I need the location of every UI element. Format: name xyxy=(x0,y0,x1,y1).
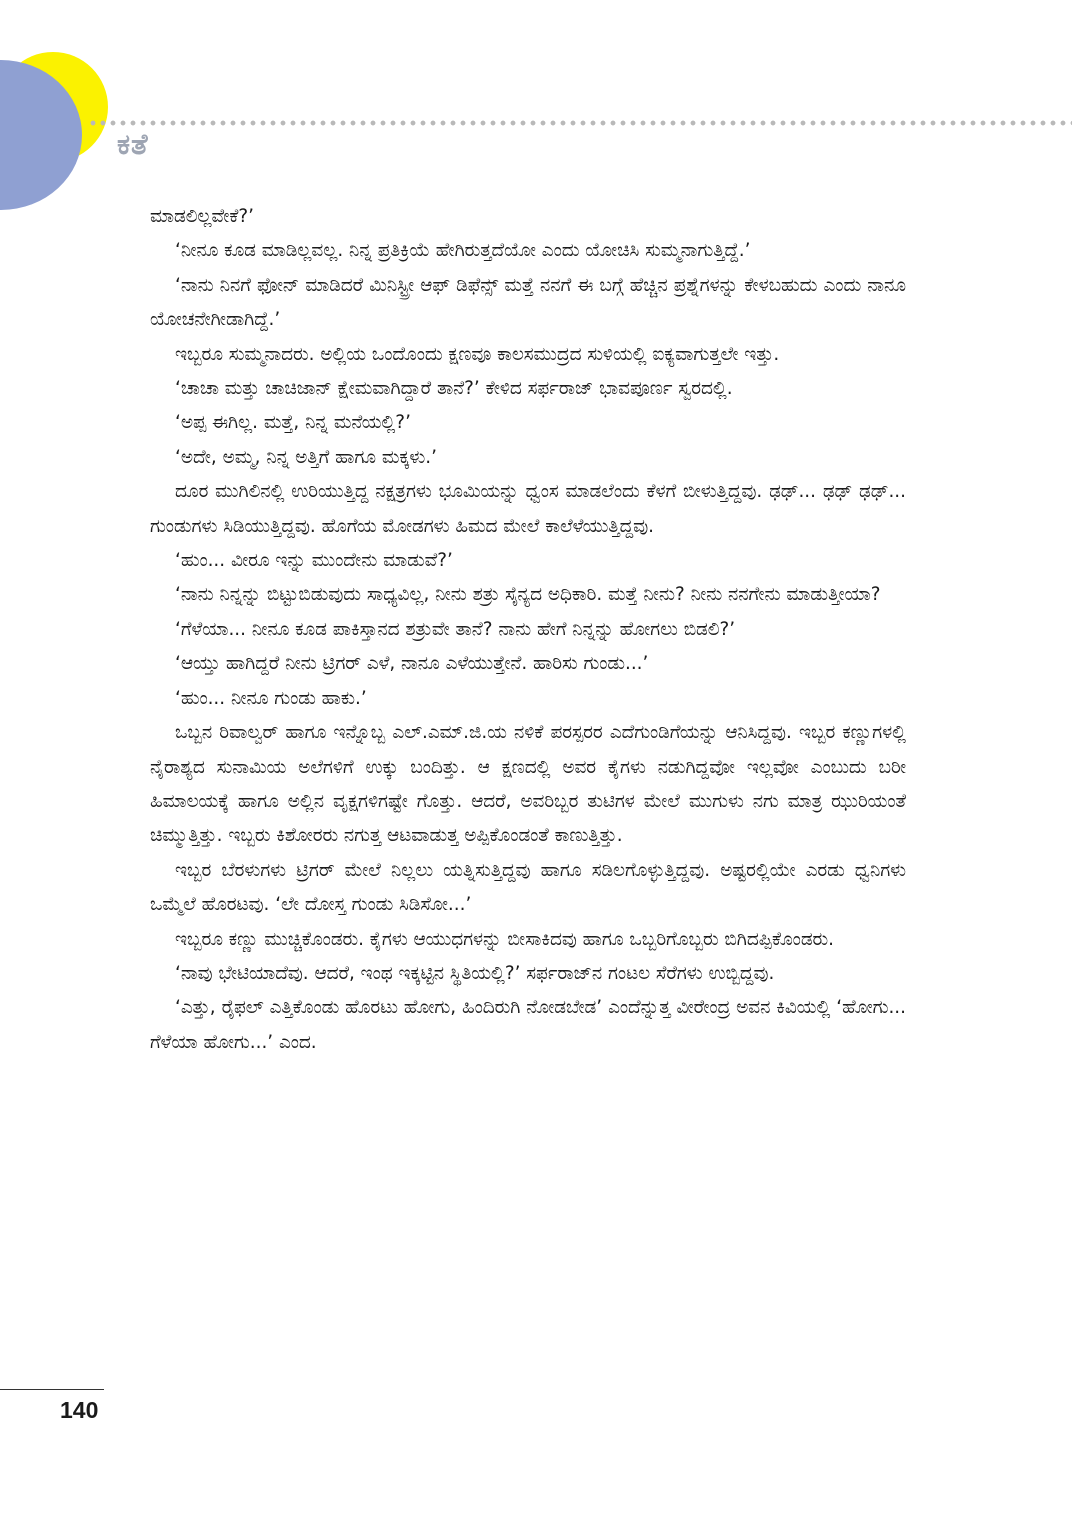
dotted-header-rule xyxy=(88,119,1072,127)
paragraph: ‘ಅದೇ, ಅಮ್ಮ, ನಿನ್ನ ಅತ್ತಿಗೆ ಹಾಗೂ ಮಕ್ಕಳು.’ xyxy=(175,446,437,468)
page-number: 140 xyxy=(60,1397,99,1423)
paragraph: ‘ಗೆಳೆಯಾ... ನೀನೂ ಕೂಡ ಪಾಕಿಸ್ತಾನದ ಶತ್ರುವೇ ತಾನೆ? ನಾನು ಹೇಗೆ ನಿನ್ನನ್ನು ಹೋಗಲು ಬಿಡಲಿ?’ xyxy=(175,618,736,640)
paragraph: ‘ಅಪ್ಪ ಈಗಿಲ್ಲ. ಮತ್ತೆ, ನಿನ್ನ ಮನೆಯಲ್ಲಿ?’ xyxy=(175,412,411,434)
paragraph: ಇಬ್ಬರೂ ಸುಮ್ಮನಾದರು. ಅಲ್ಲಿಯ ಒಂದೊಂದು ಕ್ಷಣವೂ ಕಾಲಸಮುದ್ರದ ಸುಳಿಯಲ್ಲಿ ಐಕ್ಯವಾಗುತ್ತಲೇ ಇತ್ತು. xyxy=(175,343,780,365)
paragraph: ‘ನೀನೂ ಕೂಡ ಮಾಡಿಲ್ಲವಲ್ಲ. ನಿನ್ನ ಪ್ರತಿಕ್ರಿಯೆ ಹೇಗಿರುತ್ತದೆಯೋ ಎಂದು ಯೋಚಿಸಿ ಸುಮ್ಮನಾಗುತ್ತಿದ್ದೆ.’ xyxy=(175,240,751,262)
paragraph: ‘ನಾನು ನಿನಗೆ ಫೋನ್ ಮಾಡಿದರೆ ಮಿನಿಸ್ಟ್ರೀ ಆಫ್ ಡಿಫೆನ್ಸ್ ಮತ್ತೆ ನನಗೆ ಈ ಬಗ್ಗೆ ಹೆಚ್ಚಿನ ಪ್ರಶ್ನೆಗಳನ್ನು ಕೇಳಬಹುದು ಎಂದು ನಾನೂ ಯೋಚನೇಗೀಡಾಗಿದ್ದೆ.’ xyxy=(150,274,906,331)
paragraph: ‘ಎತ್ತು, ರೈಫಲ್ ಎತ್ತಿಕೊಂಡು ಹೊರಟು ಹೋಗು, ಹಿಂದಿರುಗಿ ನೋಡಬೇಡ’ ಎಂದೆನ್ನುತ್ತ ವೀರೇಂದ್ರ ಅವನ ಕಿವಿಯಲ್ಲಿ ‘ಹೋಗು... ಗೆಳೆಯಾ ಹೋಗು...’ ಎಂದ. xyxy=(150,997,906,1053)
paragraph: ‘ಆಯ್ತು ಹಾಗಿದ್ದರೆ ನೀನು ಟ್ರಿಗರ್ ಎಳೆ, ನಾನೂ ಎಳೆಯುತ್ತೇನೆ. ಹಾರಿಸು ಗುಂಡು...’ xyxy=(175,653,649,675)
footer-rule xyxy=(0,1389,104,1390)
paragraph: ಇಬ್ಬರ ಬೆರಳುಗಳು ಟ್ರಿಗರ್ ಮೇಲೆ ನಿಲ್ಲಲು ಯತ್ನಿಸುತ್ತಿದ್ದವು ಹಾಗೂ ಸಡಿಲಗೊಳ್ಳುತ್ತಿದ್ದವು. ಅಷ್ಟರಲ್ಲಿಯೇ ಎರಡು ಧ್ವನಿಗಳು ಒಮ್ಮೆಲೆ ಹೊರಟವು. ‘ಲೇ ದೋಸ್ತ ಗುಂಡು ಸಿಡಿಸೋ...’ xyxy=(150,859,906,916)
paragraph: ಒಬ್ಬನ ರಿವಾಲ್ವರ್ ಹಾಗೂ ಇನ್ನೊಬ್ಬ ಎಲ್.ಎಮ್.ಜಿ.ಯ ನಳಿಕೆ ಪರಸ್ಪರರ ಎದೆಗುಂಡಿಗೆಯನ್ನು ಆನಿಸಿದ್ದವು. ಇಬ್ಬರ ಕಣ್ಣುಗಳಲ್ಲಿ ನೈರಾಶ್ಯದ ಸುನಾಮಿಯ ಅಲೆಗಳಿಗೆ ಉಕ್ಕು ಬಂದಿತ್ತು. ಆ ಕ್ಷಣದಲ್ಲಿ ಅವರ ಕೈಗಳು ನಡುಗಿದ್ದವೋ ಇಲ್ಲವೋ ಎಂಬುದು ಬರೀ ಹಿಮಾಲಯಕ್ಕೆ ಹಾಗೂ ಅಲ್ಲಿನ ವೃಕ್ಷಗಳಿಗಷ್ಟೇ ಗೊತ್ತು. ಆದರೆ, ಅವರಿಬ್ಬರ ತುಟಿಗಳ ಮೇಲೆ ಮುಗುಳು ನಗು ಮಾತ್ರ ಝುರಿಯಂತೆ ಚಿಮ್ಮುತ್ತಿತ್ತು. ಇಬ್ಬರು ಕಿಶೋರರು ನಗುತ್ತ ಆಟವಾಡುತ್ತ ಅಪ್ಪಿಕೊಂಡಂತೆ ಕಾಣುತ್ತಿತ್ತು. xyxy=(150,722,906,847)
paragraph: ಮಾಡಲಿಲ್ಲವೇಕೆ?’ xyxy=(150,206,254,227)
paragraph: ‘ಹುಂ... ವೀರೂ ಇನ್ನು ಮುಂದೇನು ಮಾಡುವೆ?’ xyxy=(175,550,453,572)
section-label: ಕತೆ xyxy=(117,127,149,161)
paragraph: ಇಬ್ಬರೂ ಕಣ್ಣು ಮುಚ್ಚಿಕೊಂಡರು. ಕೈಗಳು ಆಯುಧಗಳನ್ನು ಬೀಸಾಕಿದವು ಹಾಗೂ ಒಬ್ಬರಿಗೊಬ್ಬರು ಬಿಗಿದಪ್ಪಿಕೊಂಡರು. xyxy=(175,928,834,950)
paragraph: ‘ಚಾಚಾ ಮತ್ತು ಚಾಚಿಜಾನ್ ಕ್ಷೇಮವಾಗಿದ್ದಾರೆ ತಾನೆ?’ ಕೇಳಿದ ಸರ್ಫರಾಜ್ ಭಾವಪೂರ್ಣ ಸ್ವರದಲ್ಲಿ. xyxy=(175,378,733,400)
story-body xyxy=(150,200,906,1060)
paragraph: ‘ನಾನು ನಿನ್ನನ್ನು ಬಿಟ್ಟುಬಿಡುವುದು ಸಾಧ್ಯವಿಲ್ಲ, ನೀನು ಶತ್ರು ಸೈನ್ಯದ ಅಧಿಕಾರಿ. ಮತ್ತೆ ನೀನು? ನೀನು ನನಗೇನು ಮಾಡುತ್ತೀಯಾ? xyxy=(175,584,881,606)
paragraph: ದೂರ ಮುಗಿಲಿನಲ್ಲಿ ಉರಿಯುತ್ತಿದ್ದ ನಕ್ಷತ್ರಗಳು ಭೂಮಿಯನ್ನು ಧ್ವಂಸ ಮಾಡಲೆಂದು ಕೆಳಗೆ ಬೀಳುತ್ತಿದ್ದವು. ಢಢ್... ಢಢ್ ಢಢ್... ಗುಂಡುಗಳು ಸಿಡಿಯುತ್ತಿದ್ದವು. ಹೊಗೆಯ ಮೋಡಗಳು ಹಿಮದ ಮೇಲೆ ಕಾಲೆಳೆಯುತ್ತಿದ್ದವು. xyxy=(150,481,906,537)
paragraph: ‘ನಾವು ಭೇಟಿಯಾದೆವು. ಆದರೆ, ಇಂಥ ಇಕ್ಕಟ್ಟಿನ ಸ್ಥಿತಿಯಲ್ಲಿ?’ ಸರ್ಫರಾಜ್‌ನ ಗಂಟಲ ಸೆರೆಗಳು ಉಬ್ಬಿದ್ದವು. xyxy=(175,962,775,984)
paragraph: ‘ಹುಂ... ನೀನೂ ಗುಂಡು ಹಾಕು.’ xyxy=(175,687,367,709)
